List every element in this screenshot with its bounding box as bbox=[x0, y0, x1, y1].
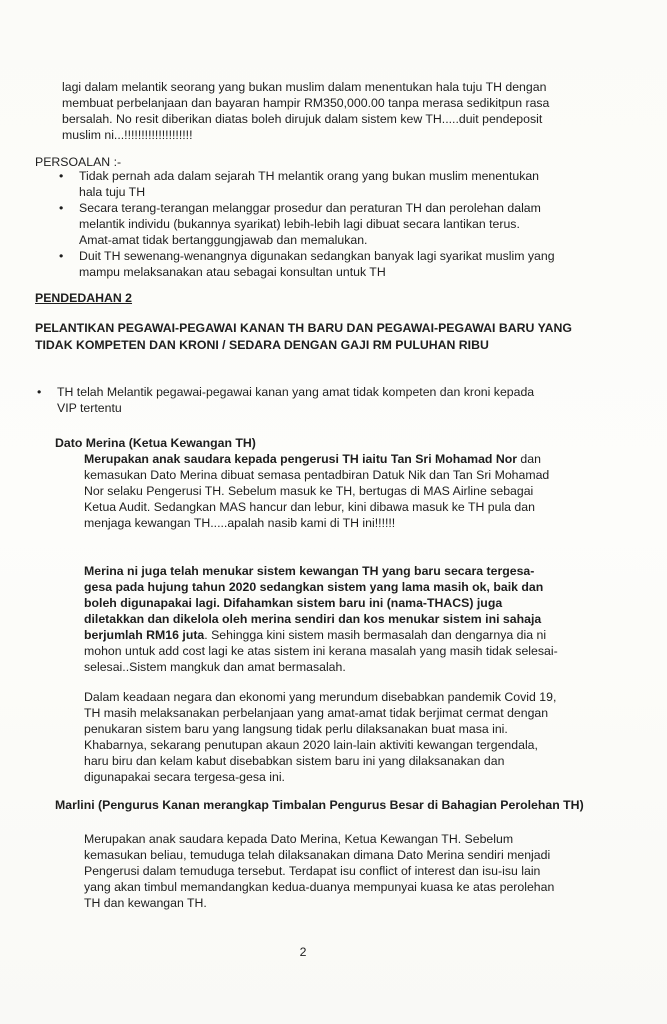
person1-paragraph-3: Dalam keadaan negara dan ekonomi yang merundum disebabkan pandemik Covid 19, TH masih melaksanakan perbelanjaan yang amat-amat tidak berjimat cermat dengan penukaran sistem baru yang langsung tidak perlu dilaksanakan buat masa ini. Khabarnya, sekarang penutupan akaun 2020 lain-lain aktiviti kewangan tergendala, haru biru dan kelam kabut disebabkan sistem baru ini yang dilaksanakan dan digunapakai secara tergesa-gesa ini. bbox=[84, 690, 557, 784]
section-title: PELANTIKAN PEGAWAI-PEGAWAI KANAN TH BARU DAN PEGAWAI-PEGAWAI BARU YANG TIDAK KOMPETEN DAN KRONI / SEDARA DENGAN GAJI RM PULUHAN RIBU bbox=[35, 321, 573, 352]
section-point-text: TH telah Melantik pegawai-pegawai kanan yang amat tidak kompeten dan kroni kepada VIP tertentu bbox=[57, 385, 535, 415]
bullet-icon: • bbox=[37, 385, 42, 399]
persoalan-item bbox=[35, 168, 555, 200]
person1-paragraph-2-rest: . Sehingga kini sistem masih bermasalah dan dengarnya dia ni mohon untuk add cost lagi ke atas sistem ini kerana masalah yang masih tidak selesai-selesai..Sistem mangkuk dan amat bermasalah. bbox=[84, 628, 558, 674]
person1-paragraph-1-bold: Merupakan anak saudara kepada pengerusi TH iaitu Tan Sri Mohamad Nor bbox=[84, 452, 518, 466]
persoalan-item-text: Tidak pernah ada dalam sejarah TH melantik orang yang bukan muslim menentukan hala tuju TH bbox=[79, 169, 540, 199]
person1-paragraph-2-bold: Merina ni juga telah menukar sistem kewangan TH yang baru secara tergesa-gesa pada hujung tahun 2020 sedangkan sistem yang lama masih ok, baik dan boleh digunapakai lagi. Difahamkan sistem baru ini (nama-THACS) juga diletakkan dan dikelola oleh merina sendiri dan kos menukar sistem ini sahaja berjumlah RM16 juta bbox=[84, 564, 544, 642]
person2-paragraph-1: Merupakan anak saudara kepada Dato Merina, Ketua Kewangan TH. Sebelum kemasukan beliau, temuduga telah dilaksanakan dimana Dato Merina sendiri menjadi Pengerusi dalam temuduga tersebut. Terdapat isu conflict of interest dan isu-isu lain yang akan timbul memandangkan kedua-duanya mempunyai kuasa ke atas perolehan TH dan kewangan TH. bbox=[84, 832, 555, 910]
section-point bbox=[35, 384, 535, 416]
person1-paragraph-1-rest: dan kemasukan Dato Merina dibuat semasa pentadbiran Datuk Nik dan Tan Sri Mohamad Nor selaku Pengerusi TH. Sebelum masuk ke TH, bertugas di MAS Airline sebagai Ketua Audit. Sedangkan MAS hancur dan lebur, kini dibawa masuk ke TH pula dan menjaga kewangan TH.....apalah nasib kami di TH ini!!!!!! bbox=[84, 452, 550, 530]
persoalan-item bbox=[35, 248, 555, 280]
section-label: PENDEDAHAN 2 bbox=[35, 291, 133, 305]
person1-paragraph-2 bbox=[84, 563, 560, 675]
page-number: 2 bbox=[299, 945, 307, 959]
section-point-list bbox=[35, 384, 535, 416]
persoalan-item-text: Duit TH sewenang-wenangnya digunakan sedangkan banyak lagi syarikat muslim yang mampu melaksanakan atau sebagai konsultan untuk TH bbox=[79, 249, 555, 279]
persoalan-item bbox=[35, 200, 555, 248]
bullet-icon: • bbox=[59, 169, 64, 183]
persoalan-heading: PERSOALAN :- bbox=[35, 155, 122, 169]
bullet-icon: • bbox=[59, 249, 64, 263]
person2-heading: Marlini (Pengurus Kanan merangkap Timbalan Pengurus Besar di Bahagian Perolehan TH) bbox=[55, 798, 584, 812]
person1-paragraph-1 bbox=[84, 451, 560, 531]
persoalan-item-text: Secara terang-terangan melanggar prosedur dan peraturan TH dan perolehan dalam melantik individu (bukannya syarikat) lebih-lebih lagi dibuat secara lantikan terus. Amat-amat tidak bertanggungjawab dan memalukan. bbox=[79, 201, 541, 247]
bullet-icon: • bbox=[59, 201, 64, 215]
persoalan-list bbox=[35, 168, 555, 280]
person1-heading: Dato Merina (Ketua Kewangan TH) bbox=[55, 436, 256, 450]
intro-paragraph: lagi dalam melantik seorang yang bukan muslim dalam menentukan hala tuju TH dengan membuat perbelanjaan dan bayaran hampir RM350,000.00 tanpa merasa sedikitpun rasa bersalah. No resit diberikan diatas boleh dirujuk dalam sistem kew TH.....duit pendeposit muslim ni...!!!!!!!!!!!!!!!!!!!! bbox=[62, 80, 550, 142]
